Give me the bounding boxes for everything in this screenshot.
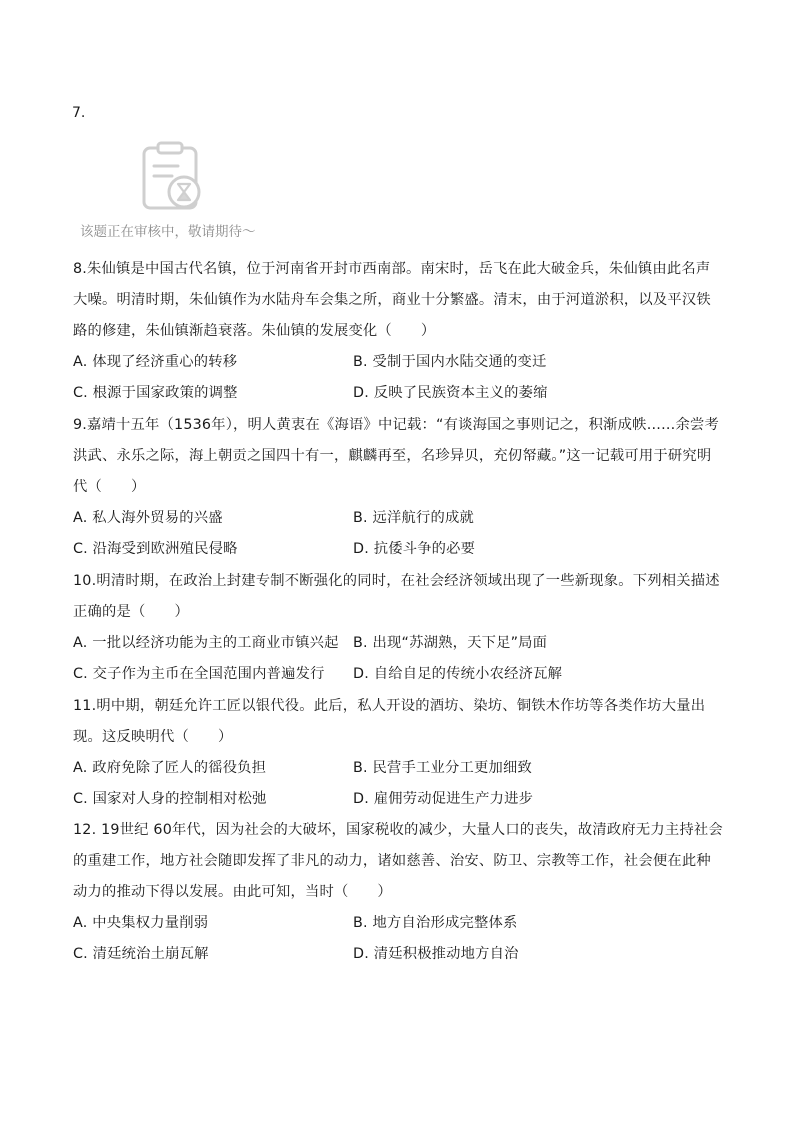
option-b: B. 出现“苏湖熟，天下足”局面: [353, 635, 548, 651]
option-d: D. 雇佣劳动促进生产力进步: [353, 791, 534, 807]
option-list: [73, 347, 723, 409]
option-d: D. 自给自足的传统小农经济瓦解: [353, 666, 563, 682]
question-stem: 8.朱仙镇是中国古代名镇，位于河南省开封市西南部。南宋时，岳飞在此大破金兵，朱仙镇由此名声大噪。明清时期，朱仙镇作为水陆舟车会集之所，商业十分繁盛。清末，由于河道淤积，以及平汉铁路的修建，朱仙镇渐趋衰落。朱仙镇的发展变化（ ）: [73, 261, 711, 339]
option-d: D. 清廷积极推动地方自治: [353, 946, 519, 962]
option-c: C. 清廷统治土崩瓦解: [73, 946, 209, 962]
option-b: B. 民营手工业分工更加细致: [353, 760, 532, 776]
question-stem: 11.明中期，朝廷允许工匠以银代役。此后，私人开设的酒坊、染坊、铜铁木作坊等各类作坊大量出现。这反映明代（ ）: [73, 698, 706, 745]
option-b: B. 地方自治形成完整体系: [353, 915, 518, 931]
question-7-pending-placeholder: [80, 140, 280, 245]
option-a: A. 中央集权力量削弱: [73, 915, 209, 931]
option-c: C. 交子作为主币在全国范围内普遍发行: [73, 666, 325, 682]
option-c: C. 根源于国家政策的调整: [73, 385, 238, 401]
option-list: [73, 628, 723, 690]
option-b: B. 受制于国内水陆交通的变迁: [353, 354, 547, 370]
question-11: [73, 691, 723, 815]
option-d: D. 反映了民族资本主义的萎缩: [353, 385, 548, 401]
question-8: [73, 254, 723, 409]
question-stem: 9.嘉靖十五年（1536年），明人黄衷在《海语》中记载：“有谈海国之事则记之，积渐成帙……余尝考洪武、永乐之际，海上朝贡之国四十有一，麒麟再至，名珍异贝，充仞帑藏。”这一记载可用于研究明代（ ）: [73, 417, 720, 495]
option-d: D. 抗倭斗争的必要: [353, 541, 476, 557]
option-list: [73, 503, 723, 565]
question-12: [73, 815, 723, 970]
question-10: [73, 566, 723, 690]
option-a: A. 体现了经济重心的转移: [73, 354, 238, 370]
option-a: A. 私人海外贸易的兴盛: [73, 510, 223, 526]
option-list: [73, 908, 723, 970]
question-stem: 10.明清时期，在政治上封建专制不断强化的同时，在社会经济领域出现了一些新现象。下列相关描述正确的是（ ）: [73, 573, 720, 620]
option-a: A. 政府免除了匠人的徭役负担: [73, 760, 267, 776]
clipboard-hourglass-icon: [138, 140, 210, 212]
option-b: B. 远洋航行的成就: [353, 510, 474, 526]
option-a: A. 一批以经济功能为主的工商业市镇兴起: [73, 635, 339, 651]
option-c: C. 国家对人身的控制相对松弛: [73, 791, 267, 807]
question-9: [73, 410, 723, 565]
option-list: [73, 753, 723, 815]
question-7-number: 7.: [72, 105, 86, 121]
option-c: C. 沿海受到欧洲殖民侵略: [73, 541, 238, 557]
question-stem: 12. 19世纪 60年代，因为社会的大破坏，国家税收的减少，大量人口的丧失，故清政府无力主持社会的重建工作，地方社会随即发挥了非凡的动力，诸如慈善、治安、防卫、宗教等工作，社会便在此种动力的推动下得以发展。由此可知，当时（ ）: [73, 822, 723, 900]
pending-review-text: 该题正在审核中，敬请期待～: [80, 224, 256, 240]
